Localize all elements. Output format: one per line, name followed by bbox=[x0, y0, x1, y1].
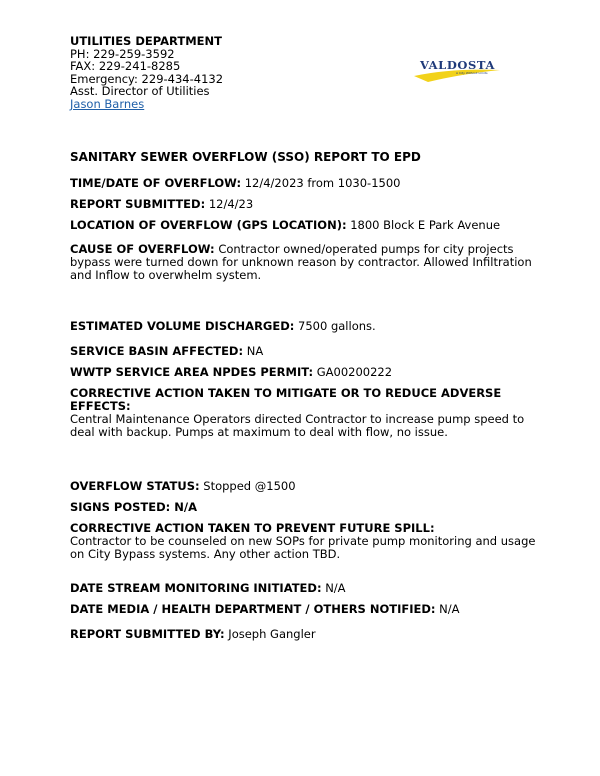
time-date-value: 12/4/2023 from 1030-1500 bbox=[244, 176, 401, 190]
submitted-by-value: Joseph Gangler bbox=[228, 627, 316, 641]
phone-number: PH: 229-259-3592 bbox=[70, 46, 175, 61]
volume-label: ESTIMATED VOLUME DISCHARGED: bbox=[70, 319, 295, 333]
logo-wordmark: VALDOSTA bbox=[420, 58, 495, 72]
npdes-row bbox=[70, 366, 540, 379]
corrective-prevent-value: Contractor to be counseled on new SOPs for private pump monitoring and usage on City Bypass systems. Any other action TBD. bbox=[70, 534, 536, 561]
npdes-value: GA00200222 bbox=[316, 365, 393, 379]
basin-row bbox=[70, 345, 540, 358]
department-name: UTILITIES DEPARTMENT bbox=[70, 34, 222, 48]
corrective-mitigate-block bbox=[70, 387, 540, 439]
logo-tagline: A City Without Limits bbox=[456, 71, 488, 75]
location-value: 1800 Block E Park Avenue bbox=[350, 218, 501, 232]
report-submitted-value: 12/4/23 bbox=[208, 197, 254, 211]
media-notified-label: DATE MEDIA / HEALTH DEPARTMENT / OTHERS NOTIFIED: bbox=[70, 602, 436, 616]
corrective-mitigate-label: CORRECTIVE ACTION TAKEN TO MITIGATE OR TO REDUCE ADVERSE EFFECTS: bbox=[70, 386, 502, 413]
volume-value: 7500 gallons. bbox=[298, 319, 376, 333]
location-label: LOCATION OF OVERFLOW (GPS LOCATION): bbox=[70, 218, 347, 232]
fax-number: FAX: 229-241-8285 bbox=[70, 59, 181, 74]
stream-monitoring-value: N/A bbox=[325, 581, 346, 595]
volume-row bbox=[70, 320, 540, 333]
location-row bbox=[70, 219, 540, 232]
report-submitted-label: REPORT SUBMITTED: bbox=[70, 197, 206, 211]
report-title: SANITARY SEWER OVERFLOW (SSO) REPORT TO EPD bbox=[70, 150, 421, 164]
contact-name-link[interactable]: Jason Barnes bbox=[70, 96, 145, 111]
time-date-label: TIME/DATE OF OVERFLOW: bbox=[70, 176, 242, 190]
corrective-prevent-label: CORRECTIVE ACTION TAKEN TO PREVENT FUTURE SPILL: bbox=[70, 521, 435, 535]
signs-posted: SIGNS POSTED: N/A bbox=[70, 500, 197, 514]
cause-label: CAUSE OF OVERFLOW: bbox=[70, 242, 215, 256]
stream-monitoring-label: DATE STREAM MONITORING INITIATED: bbox=[70, 581, 322, 595]
basin-value: NA bbox=[246, 344, 264, 358]
status-row bbox=[70, 480, 540, 493]
time-date-row bbox=[70, 177, 540, 190]
contact-role: Asst. Director of Utilities bbox=[70, 84, 210, 99]
corrective-prevent-block bbox=[70, 522, 540, 561]
status-label: OVERFLOW STATUS: bbox=[70, 479, 200, 493]
submitted-by-row bbox=[70, 628, 540, 641]
cause-value: Contractor owned/operated pumps for city projects bypass were turned down for unknown reason by contractor. Allowed Infiltration and Inflow to overwhelm system. bbox=[70, 242, 532, 282]
cause-row bbox=[70, 243, 540, 282]
corrective-mitigate-value: Central Maintenance Operators directed Contractor to increase pump speed to deal with backup. Pumps at maximum to deal with flow, no issue. bbox=[70, 412, 525, 439]
media-notified-value: N/A bbox=[439, 602, 460, 616]
emergency-number: Emergency: 229-434-4132 bbox=[70, 71, 224, 86]
status-value: Stopped @1500 bbox=[203, 479, 296, 493]
valdosta-logo bbox=[406, 55, 502, 83]
basin-label: SERVICE BASIN AFFECTED: bbox=[70, 344, 244, 358]
npdes-label: WWTP SERVICE AREA NPDES PERMIT: bbox=[70, 365, 314, 379]
submitted-by-label: REPORT SUBMITTED BY: bbox=[70, 627, 225, 641]
stream-monitoring-row bbox=[70, 582, 540, 595]
media-notified-row bbox=[70, 603, 540, 616]
report-submitted-row bbox=[70, 198, 540, 211]
department-header bbox=[70, 35, 223, 111]
